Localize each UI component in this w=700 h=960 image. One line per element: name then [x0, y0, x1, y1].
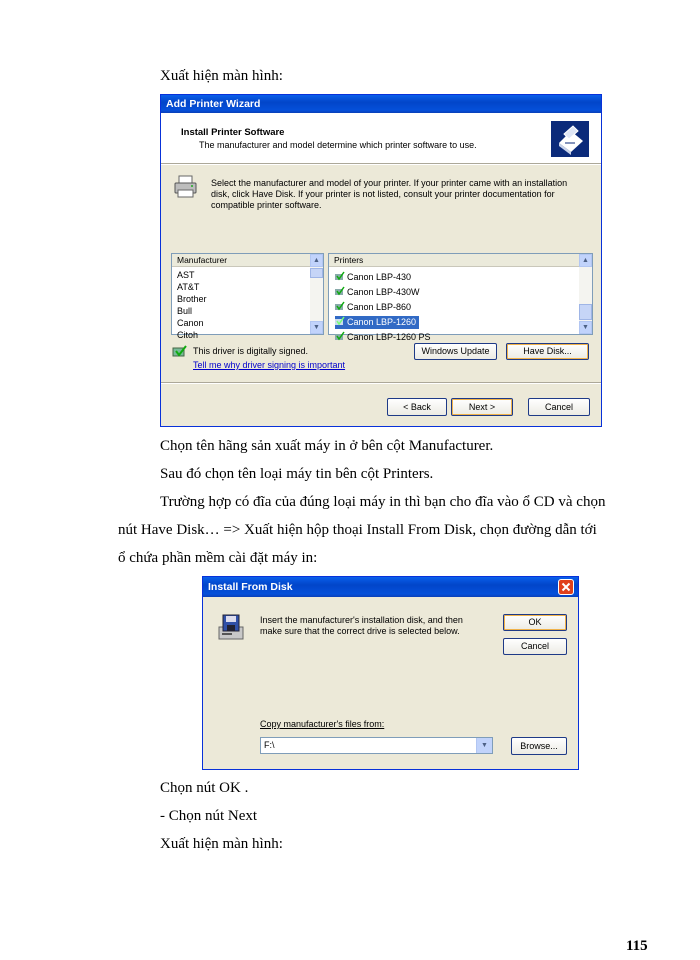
close-icon[interactable] [558, 579, 574, 595]
para-screen-appears: Xuất hiện màn hình: [160, 836, 283, 852]
cancel-button[interactable]: Cancel [503, 638, 567, 655]
scroll-down-icon[interactable]: ▼ [310, 321, 323, 334]
wizard-title: Add Printer Wizard [166, 98, 261, 110]
para-choose-ok: Chọn nút OK . [160, 780, 249, 796]
para-have-disk-1: Trường hợp có đĩa của đúng loại máy in thì bạn cho đĩa vào ổ CD và chọn [160, 494, 606, 510]
scroll-up-icon[interactable]: ▲ [310, 254, 323, 267]
para-choose-next: - Chọn nút Next [160, 808, 258, 824]
dropdown-arrow-icon[interactable]: ▼ [476, 738, 492, 753]
para-manufacturer: Chọn tên hãng sản xuất máy in ở bên cột Manufacturer. [160, 438, 494, 454]
windows-update-button[interactable]: Windows Update [414, 343, 497, 360]
para-intro-1: Xuất hiện màn hình: [160, 68, 283, 84]
signed-driver-icon [173, 345, 187, 357]
footer-separator [161, 382, 601, 384]
list-item[interactable]: Canon LBP-1260 PS [335, 331, 434, 344]
printers-column-header[interactable]: Printers [329, 254, 579, 267]
list-item[interactable]: AST [177, 270, 195, 280]
list-item-selected[interactable]: Canon LBP-1260 [335, 316, 419, 329]
printers-list[interactable] [328, 253, 593, 342]
scroll-down-icon[interactable]: ▼ [579, 321, 592, 334]
wizard-heading: Install Printer Software [181, 127, 285, 138]
install-from-disk-window [202, 576, 579, 770]
manufacturer-column-header[interactable]: Manufacturer [172, 254, 310, 267]
signed-driver-icon [335, 317, 345, 326]
driver-signing-link[interactable]: Tell me why driver signing is important [193, 360, 346, 370]
cancel-button[interactable]: Cancel [528, 398, 590, 416]
install-disk-title: Install From Disk [208, 581, 293, 593]
ok-button[interactable]: OK [503, 614, 567, 631]
signed-driver-icon [335, 272, 345, 281]
scroll-up-icon[interactable]: ▲ [579, 254, 592, 267]
wizard-header-panel [161, 113, 601, 163]
printer-icon [173, 175, 199, 199]
printers-scrollbar[interactable] [579, 254, 592, 334]
list-item[interactable]: Canon LBP-860 [335, 301, 414, 314]
list-item[interactable]: Canon [177, 318, 204, 328]
have-disk-button[interactable]: Have Disk... [506, 343, 589, 360]
signed-text: This driver is digitally signed. [193, 346, 309, 356]
signed-driver-icon [335, 302, 345, 311]
scroll-thumb[interactable] [579, 304, 592, 320]
add-printer-wizard-window [160, 94, 602, 427]
copy-from-label: Copy manufacturer's files from: [260, 719, 385, 729]
wizard-subheading: The manufacturer and model determine which printer software to use. [199, 140, 477, 150]
list-item[interactable]: Bull [177, 306, 193, 316]
page-number: 115 [626, 938, 648, 954]
list-item[interactable]: Brother [177, 294, 207, 304]
wizard-title-bar[interactable] [161, 95, 601, 113]
para-have-disk-2: nút Have Disk… => Xuất hiện hộp thoại Install From Disk, chọn đường dẫn tới [118, 522, 597, 538]
path-combobox[interactable] [260, 737, 493, 754]
list-item[interactable]: Canon LBP-430 [335, 271, 414, 284]
scroll-thumb[interactable] [310, 268, 323, 278]
wizard-instructions: Select the manufacturer and model of your printer. If your printer came with an installation disk, click Have Disk. If your printer is not listed, consult your printer documentation for compatible printer software. [211, 178, 568, 210]
header-separator [161, 163, 601, 165]
path-input[interactable]: F:\ [264, 740, 275, 750]
signed-driver-icon [335, 287, 345, 296]
browse-button[interactable]: Browse... [511, 737, 567, 755]
printer-wizard-icon [551, 121, 589, 157]
list-item[interactable]: Citoh [177, 330, 199, 340]
para-printers: Sau đó chọn tên loại máy tin bên cột Printers. [160, 466, 434, 482]
back-button[interactable]: < Back [387, 398, 447, 416]
next-button[interactable]: Next > [451, 398, 513, 416]
list-item[interactable]: Canon LBP-430W [335, 286, 423, 299]
install-disk-title-bar[interactable] [203, 577, 578, 597]
manufacturer-list[interactable] [171, 253, 324, 340]
install-disk-message: Insert the manufacturer's installation disk, and then make sure that the correct drive is selected below. [260, 615, 463, 636]
list-item[interactable]: AT&T [177, 282, 200, 292]
para-have-disk-3: ổ chứa phần mềm cài đặt máy in: [118, 550, 318, 566]
manufacturer-scrollbar[interactable] [310, 254, 323, 334]
signed-driver-icon [335, 332, 345, 341]
disk-drive-icon [215, 613, 247, 643]
